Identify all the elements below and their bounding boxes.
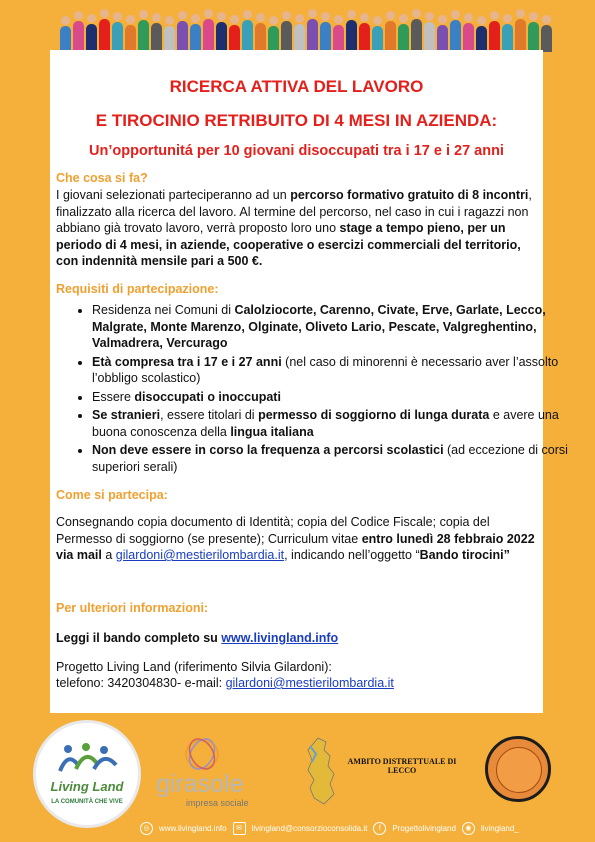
crowd-person-figure	[385, 11, 396, 52]
section-heading-what: Che cosa si fa?	[56, 171, 148, 185]
crowd-person-figure	[281, 11, 292, 52]
crowd-person-figure	[112, 12, 123, 52]
girasole-word: girasole	[156, 770, 244, 798]
living-land-tagline: LA COMUNITÀ CHE VIVE	[51, 799, 123, 805]
subtitle: Un’opportunitá per 10 giovani disoccupati tra i 17 e i 27 anni	[89, 143, 504, 159]
contact-facebook[interactable]: Progettolivingland	[392, 823, 456, 833]
website-link[interactable]: www.livingland.info	[221, 631, 339, 645]
crowd-person-figure	[320, 12, 331, 52]
list-item: • Età compresa tra i 17 e i 27 anni (nel caso di minorenni è necessario aver l’assolto l’obbligo scolastico)	[92, 354, 572, 387]
crowd-person-figure	[437, 15, 448, 52]
crowd-person-figure	[463, 13, 474, 52]
girasole-subtitle: impresa sociale	[186, 798, 249, 808]
crowd-person-figure	[203, 9, 214, 52]
girasole-logo	[152, 736, 282, 806]
section-heading-info: Per ulteriori informazioni:	[56, 601, 209, 615]
crowd-person-figure	[502, 14, 513, 52]
read-call-text: Leggi il bando completo su www.livingland.info	[56, 631, 339, 645]
crowd-person-figure	[372, 16, 383, 52]
crowd-person-figure	[424, 12, 435, 52]
crowd-person-figure	[229, 15, 240, 52]
list-item: • Non deve essere in corso la frequenza a percorsi scolastici (ad eccezione di corsi superiori serali)	[92, 442, 572, 475]
crowd-person-figure	[489, 11, 500, 52]
crowd-person-figure	[346, 10, 357, 52]
email-link[interactable]: gilardoni@mestierilombardia.it	[115, 548, 285, 562]
crowd-person-figure	[476, 16, 487, 52]
ambito-lecco-text: AMBITO DISTRETTUALE DI LECCO	[347, 757, 457, 775]
title-line-2: E TIROCINIO RETRIBUITO DI 4 MESI IN AZIENDA:	[95, 111, 498, 130]
crowd-person-figure	[541, 15, 552, 52]
contacts-bar	[140, 820, 590, 836]
section-heading-requirements: Requisiti di partecipazione:	[56, 282, 219, 296]
list-item: • Se stranieri, essere titolari di permesso di soggiorno di lunga durata e avere una buona conoscenza della lingua italiana	[92, 407, 572, 440]
crowd-person-figure	[190, 14, 201, 52]
crowd-person-figure	[528, 12, 539, 52]
contact-instagram[interactable]: livingland_	[480, 823, 519, 833]
requirements-list	[56, 302, 572, 477]
crowd-person-figure	[333, 15, 344, 52]
crowd-person-figure	[125, 15, 136, 52]
girasole-circles-icon	[172, 736, 232, 772]
crowd-person-figure	[99, 9, 110, 52]
facebook-icon: f	[373, 822, 386, 835]
title-line-1: RICERCA ATTIVA DEL LAVORO	[169, 77, 424, 96]
crowd-person-figure	[411, 9, 422, 52]
crowd-illustration	[60, 8, 535, 52]
crowd-person-figure	[73, 11, 84, 52]
section-what-text: I giovani selezionati parteciperanno ad un percorso formativo gratuito di 8 incontri, finalizzato alla ricerca del lavoro. Al termine del percorso, nel caso in cui i ragazzi non abbiano già trovato lavoro, verrà proposto loro uno stage a tempo pieno, per un periodo di 4 mesi, in aziende, cooperative o esercizi commerciali del territorio, con indennità mensile pari a 500 €.	[56, 188, 532, 268]
crowd-person-figure	[515, 9, 526, 52]
crowd-person-figure	[164, 16, 175, 52]
living-land-logo	[33, 720, 141, 828]
lecco-map-icon	[300, 736, 342, 806]
phone-line: telefono: 3420304830- e-mail: gilardoni@mestierilombardia.it	[56, 676, 394, 690]
seal-logo	[485, 736, 551, 802]
globe-icon: ◎	[140, 822, 153, 835]
footer	[15, 714, 580, 842]
contact-web[interactable]: www.livingland.info	[159, 823, 227, 833]
people-swoosh-icon	[56, 743, 120, 773]
instagram-icon: ◉	[462, 822, 475, 835]
crowd-person-figure	[450, 10, 461, 52]
section-heading-how: Come si partecipa:	[56, 488, 168, 502]
contact-email-link[interactable]: gilardoni@mestierilombardia.it	[225, 676, 394, 690]
living-land-name: Living Land	[50, 779, 124, 794]
crowd-person-figure	[151, 13, 162, 52]
list-item: • Essere disoccupati o inoccupati	[92, 389, 572, 406]
flyer-card	[50, 50, 568, 713]
crowd-person-figure	[86, 14, 97, 52]
crowd-person-figure	[138, 10, 149, 52]
crowd-person-figure	[177, 11, 188, 52]
crowd-person-figure	[307, 9, 318, 52]
crowd-person-figure	[60, 16, 71, 52]
contact-mail[interactable]: livingland@consorzioconsolida.it	[251, 823, 368, 833]
crowd-person-figure	[242, 10, 253, 52]
crowd-person-figure	[294, 14, 305, 52]
crowd-person-figure	[398, 14, 409, 52]
crowd-person-figure	[359, 13, 370, 52]
list-item: • Residenza nei Comuni di Calolziocorte, Carenno, Civate, Erve, Garlate, Lecco, Malgrate, Monte Marenzo, Olginate, Oliveto Lario, Pescate, Valgreghentino, Valmadrera, Vercurago	[92, 302, 572, 352]
crowd-person-figure	[255, 13, 266, 52]
mail-icon: ✉	[233, 822, 246, 835]
crowd-person-figure	[268, 16, 279, 52]
project-line: Progetto Living Land (riferimento Silvia Gilardoni):	[56, 660, 332, 674]
crowd-person-figure	[216, 12, 227, 52]
section-how-text: Consegnando copia documento di Identità; copia del Codice Fiscale; copia del Permesso di soggiorno (se presente); Curriculum vitae entro lunedì 28 febbraio 2022 via mail a gilardoni@mestierilombardia.it, indicando nell’oggetto “Bando tirocini”	[56, 515, 535, 562]
